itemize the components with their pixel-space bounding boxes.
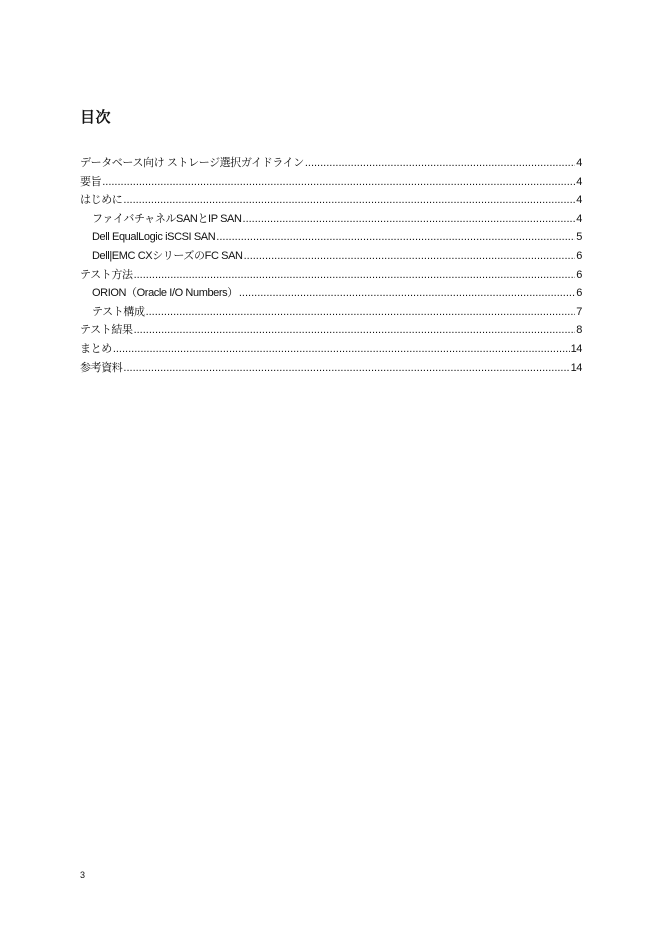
toc-entry-label: 参考資料	[80, 361, 123, 374]
toc-entry-references[interactable]	[80, 359, 582, 378]
toc-entry-label: Dell EqualLogic iSCSI SAN	[92, 231, 216, 244]
page-title: 目次	[80, 109, 112, 126]
toc-entry-label: データベース向け ストレージ選択ガイドライン	[80, 157, 304, 169]
toc-dot-leader	[102, 173, 575, 192]
toc-entry-page: 4	[576, 157, 582, 169]
toc-entry-orion[interactable]	[80, 284, 582, 303]
page-number: 3	[80, 870, 86, 880]
toc-dot-leader	[244, 247, 576, 266]
toc-dot-leader	[113, 340, 570, 359]
toc-dot-leader	[146, 303, 576, 322]
toc-entry-conclusion[interactable]	[80, 340, 582, 359]
toc-entry-page: 4	[576, 194, 582, 207]
toc-entry-page: 4	[576, 212, 582, 225]
toc-entry-label: まとめ	[80, 342, 112, 355]
toc-entry-summary[interactable]	[80, 173, 582, 192]
toc-entry-page: 14	[570, 342, 582, 355]
toc-dot-leader	[305, 154, 575, 173]
toc-entry-test-configuration[interactable]	[80, 303, 582, 322]
toc-entry-cx-fc-san[interactable]	[80, 247, 582, 266]
toc-dot-leader	[243, 210, 576, 229]
toc-dot-leader	[216, 228, 575, 247]
toc-entry-label: ORION（Oracle I/O Numbers）	[92, 287, 238, 300]
toc-entry-label: テスト構成	[92, 305, 145, 318]
toc-dot-leader	[123, 359, 569, 378]
toc-entry-label: はじめに	[80, 194, 123, 207]
toc-entry-label: テスト方法	[80, 268, 133, 281]
toc-entry-equallogic-iscsi[interactable]	[80, 228, 582, 247]
table-of-contents	[80, 154, 582, 377]
toc-entry-page: 8	[576, 324, 582, 337]
toc-entry-page: 14	[570, 361, 582, 374]
toc-entry-label: テスト結果	[80, 324, 133, 337]
toc-entry-page: 6	[576, 287, 582, 300]
toc-entry-label: ファイバチャネルSANとIP SAN	[92, 212, 242, 225]
toc-entry-page: 6	[576, 268, 582, 281]
toc-entry-page: 6	[576, 249, 582, 262]
toc-dot-leader	[123, 191, 575, 210]
toc-dot-leader	[134, 321, 576, 340]
toc-entry-fc-ip-san[interactable]	[80, 210, 582, 229]
toc-entry-test-method[interactable]	[80, 266, 582, 285]
toc-entry-label: Dell|EMC CXシリーズのFC SAN	[92, 249, 243, 262]
toc-entry-introduction[interactable]	[80, 191, 582, 210]
toc-entry-page: 5	[576, 231, 582, 244]
toc-entry-page: 4	[576, 175, 582, 188]
toc-dot-leader	[239, 284, 575, 303]
toc-entry-label: 要旨	[80, 175, 102, 188]
toc-entry-page: 7	[576, 305, 582, 318]
toc-dot-leader	[134, 266, 576, 285]
toc-entry-test-results[interactable]	[80, 321, 582, 340]
toc-entry-storage-guideline[interactable]	[80, 154, 582, 173]
